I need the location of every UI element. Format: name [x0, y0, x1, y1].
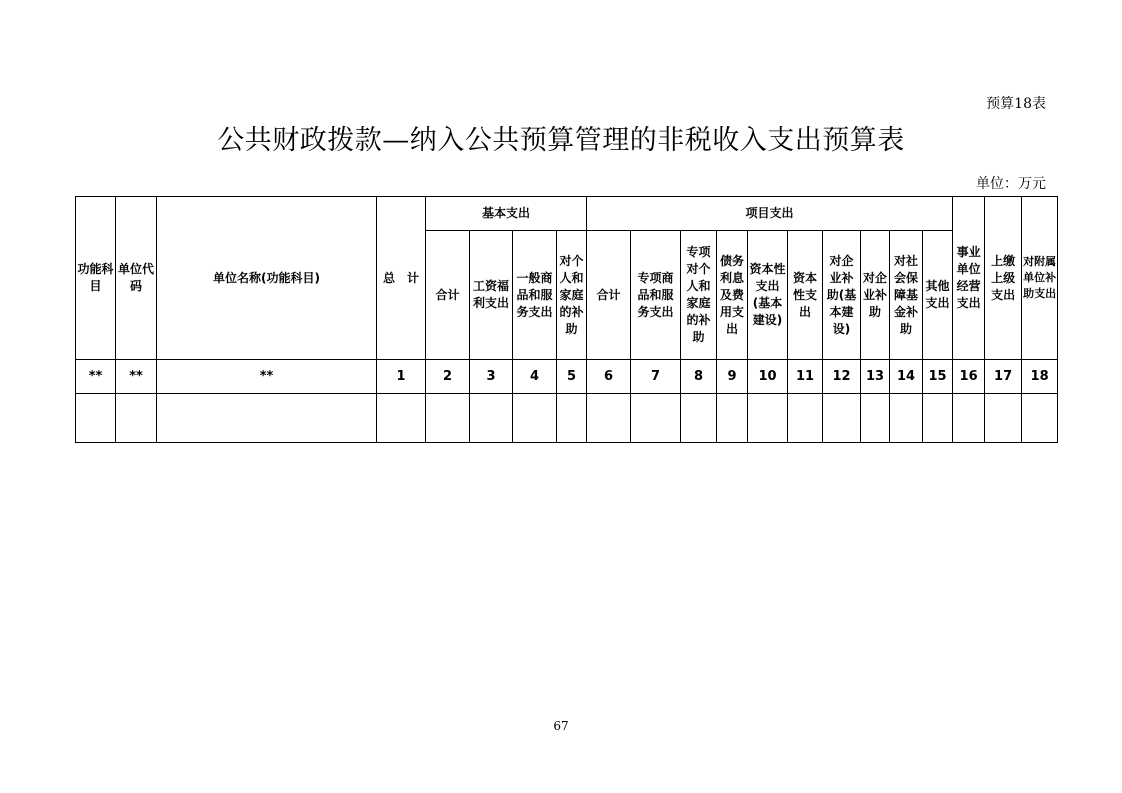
form-number: 预算18表: [986, 96, 1046, 112]
budget-table: [75, 196, 1058, 443]
blank-cell: [157, 394, 377, 443]
blank-cell: [513, 394, 557, 443]
index-cell: 1: [377, 360, 426, 394]
header-project-personal-subsidy: 专项对个人和家庭的补助: [681, 231, 717, 360]
index-cell: 4: [513, 360, 557, 394]
index-cell: 12: [823, 360, 861, 394]
header-unit-name: 单位名称(功能科目): [157, 197, 377, 360]
index-cell: **: [116, 360, 157, 394]
index-cell: **: [76, 360, 116, 394]
blank-cell: [923, 394, 953, 443]
header-unit-code: 单位代码: [116, 197, 157, 360]
header-project-other: 其他支出: [923, 231, 953, 360]
blank-cell: [788, 394, 823, 443]
blank-cell: [587, 394, 631, 443]
blank-cell: [861, 394, 890, 443]
index-cell: 10: [748, 360, 788, 394]
blank-cell: [1022, 394, 1058, 443]
index-cell: 14: [890, 360, 923, 394]
page-title: 公共财政拨款—纳入公共预算管理的非税收入支出预算表: [217, 125, 905, 156]
header-basic-group: 基本支出: [426, 197, 587, 231]
blank-cell: [116, 394, 157, 443]
header-basic-wages: 工资福利支出: [470, 231, 513, 360]
index-cell: 16: [953, 360, 985, 394]
blank-cell: [557, 394, 587, 443]
header-project-capital-construction: 资本性支出(基本建设): [748, 231, 788, 360]
header-subsidiary: 对附属单位补助支出: [1022, 197, 1058, 360]
header-project-enterprise-construction: 对企业补助(基本建设): [823, 231, 861, 360]
index-cell: 13: [861, 360, 890, 394]
blank-cell: [953, 394, 985, 443]
index-cell: **: [157, 360, 377, 394]
blank-cell: [985, 394, 1022, 443]
index-cell: 8: [681, 360, 717, 394]
header-business: 事业单位经营支出: [953, 197, 985, 360]
header-basic-total: 合计: [426, 231, 470, 360]
index-cell: 17: [985, 360, 1022, 394]
blank-cell: [890, 394, 923, 443]
index-row: [76, 360, 1058, 394]
blank-cell: [377, 394, 426, 443]
header-project-capital: 资本性支出: [788, 231, 823, 360]
header-group-row: [76, 197, 1058, 231]
unit-label: 单位：万元: [976, 176, 1046, 192]
index-cell: 5: [557, 360, 587, 394]
index-cell: 2: [426, 360, 470, 394]
blank-data-row: [76, 394, 1058, 443]
index-cell: 6: [587, 360, 631, 394]
header-project-enterprise-subsidy: 对企业补助: [861, 231, 890, 360]
blank-cell: [631, 394, 681, 443]
page-number: 67: [553, 719, 569, 733]
index-cell: 11: [788, 360, 823, 394]
header-function-subject: 功能科目: [76, 197, 116, 360]
header-project-total: 合计: [587, 231, 631, 360]
header-basic-goods-services: 一般商品和服务支出: [513, 231, 557, 360]
header-basic-personal-subsidy: 对个人和家庭的补助: [557, 231, 587, 360]
blank-cell: [681, 394, 717, 443]
header-total: 总 计: [377, 197, 426, 360]
header-project-group: 项目支出: [587, 197, 953, 231]
blank-cell: [470, 394, 513, 443]
index-cell: 9: [717, 360, 748, 394]
blank-cell: [426, 394, 470, 443]
blank-cell: [717, 394, 748, 443]
header-project-debt-interest: 债务利息及费用支出: [717, 231, 748, 360]
blank-cell: [76, 394, 116, 443]
index-cell: 15: [923, 360, 953, 394]
blank-cell: [748, 394, 788, 443]
blank-cell: [823, 394, 861, 443]
index-cell: 7: [631, 360, 681, 394]
index-cell: 18: [1022, 360, 1058, 394]
header-higher-level: 上缴上级支出: [985, 197, 1022, 360]
header-project-social-security: 对社会保障基金补助: [890, 231, 923, 360]
header-project-goods-services: 专项商品和服务支出: [631, 231, 681, 360]
index-cell: 3: [470, 360, 513, 394]
